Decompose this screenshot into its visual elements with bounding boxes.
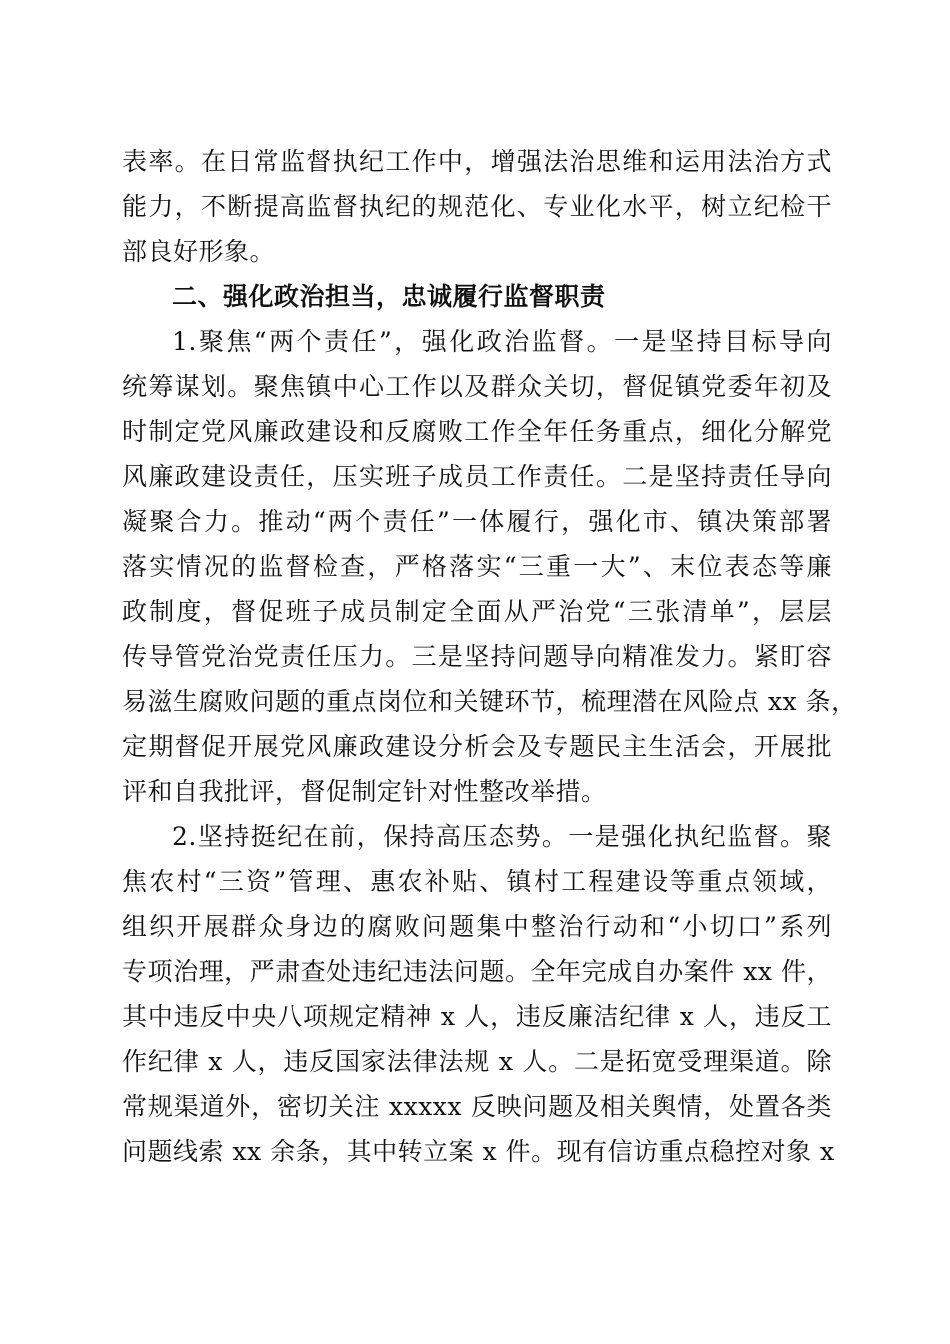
body-line: 传导管党治党责任压力。三是坚持问题导向精准发力。紧盯容 — [122, 642, 832, 671]
body-line: 能力，不断提高监督执纪的规范化、专业化水平，树立纪检干 — [122, 192, 832, 221]
body-line: 专项治理，严肃查处违纪违法问题。全年完成自办案件 xx 件， — [122, 957, 832, 986]
body-line: 时制定党风廉政建设和反腐败工作全年任务重点，细化分解党 — [122, 417, 832, 446]
body-line: 风廉政建设责任，压实班子成员工作责任。二是坚持责任导向 — [122, 462, 832, 491]
body-line: 问题线索 xx 余条，其中转立案 x 件。现有信访重点稳控对象 x — [122, 1137, 835, 1166]
paragraph-first-line: 1.聚焦“两个责任”，强化政治监督。一是坚持目标导向 — [172, 327, 832, 356]
body-line: 部良好形象。 — [122, 237, 276, 266]
body-line: 评和自我批评，督促制定针对性整改举措。 — [122, 777, 607, 806]
section-heading: 二、强化政治担当，忠诚履行监督职责 — [172, 282, 606, 311]
body-line: 统筹谋划。聚焦镇中心工作以及群众关切，督促镇党委年初及 — [122, 372, 832, 401]
body-line: 常规渠道外，密切关注 xxxxx 反映问题及相关舆情，处置各类 — [122, 1092, 832, 1121]
paragraph-first-line: 2.坚持挺纪在前，保持高压态势。一是强化执纪监督。聚 — [172, 822, 832, 851]
body-line: 政制度，督促班子成员制定全面从严治党“三张清单”，层层 — [122, 597, 832, 626]
body-line: 作纪律 x 人，违反国家法律法规 x 人。二是拓宽受理渠道。除 — [122, 1047, 832, 1076]
body-line: 凝聚合力。推动“两个责任”一体履行，强化市、镇决策部署 — [122, 507, 832, 536]
body-line: 组织开展群众身边的腐败问题集中整治行动和“小切口”系列 — [122, 912, 832, 941]
body-line: 表率。在日常监督执纪工作中，增强法治思维和运用法治方式 — [122, 147, 832, 176]
body-line: 落实情况的监督检查，严格落实“三重一大”、末位表态等廉 — [122, 552, 832, 581]
body-line: 易滋生腐败问题的重点岗位和关键环节，梳理潜在风险点 xx 条， — [122, 687, 857, 716]
body-line: 定期督促开展党风廉政建设分析会及专题民主生活会，开展批 — [122, 732, 832, 761]
body-line: 焦农村“三资”管理、惠农补贴、镇村工程建设等重点领域， — [122, 867, 832, 896]
body-line: 其中违反中央八项规定精神 x 人，违反廉洁纪律 x 人，违反工 — [122, 1002, 832, 1031]
